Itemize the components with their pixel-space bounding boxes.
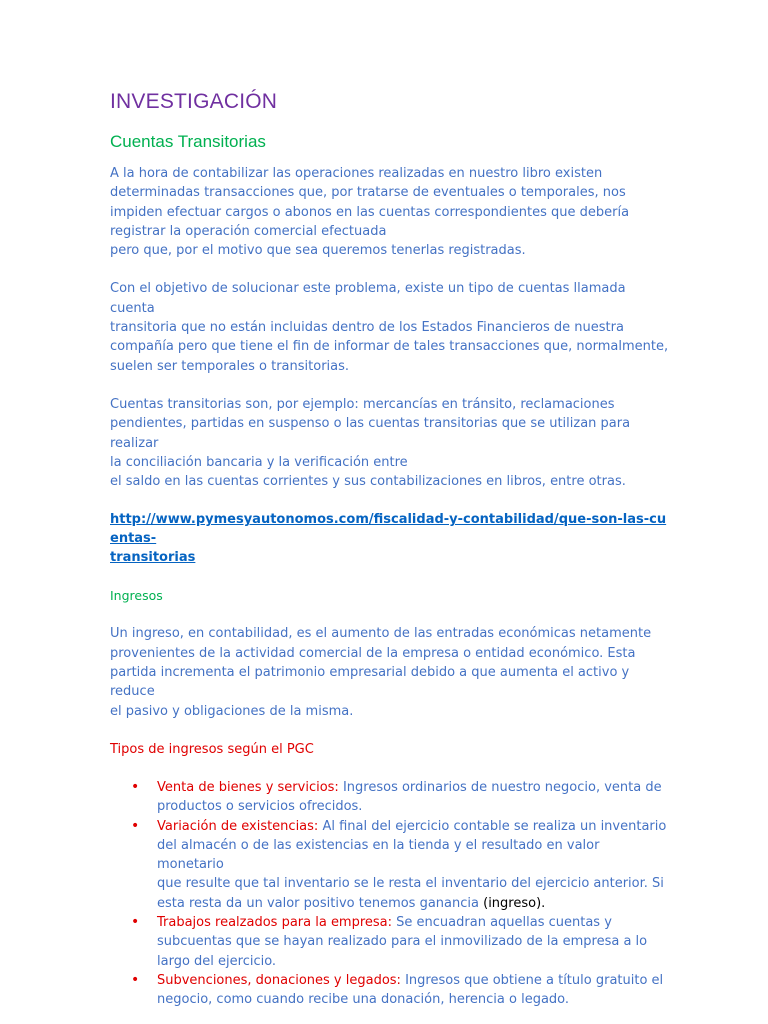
section-title-cuentas-transitorias: Cuentas Transitorias <box>110 132 266 151</box>
list-item-text: largo del ejercicio. <box>157 953 277 969</box>
paragraph-line: pero que, por el motivo que sea queremos tenerlas registradas. <box>110 243 526 259</box>
paragraph-line: provenientes de la actividad comercial de la empresa o entidad económico. Esta <box>110 645 636 661</box>
ingresos-types-list <box>110 778 670 1010</box>
paragraph-line: impiden efectuar cargos o abonos en las cuentas correspondientes que debería <box>110 204 630 220</box>
paragraph-line: registrar la operación comercial efectuada <box>110 223 387 239</box>
list-item-tail: (ingreso). <box>483 895 546 911</box>
paragraph-line: A la hora de contabilizar las operaciones realizadas en nuestro libro existen <box>110 166 603 181</box>
paragraph-line: partida incrementa el patrimonio empresarial debido a que aumenta el activo y reduce <box>110 665 630 700</box>
list-item <box>110 778 670 817</box>
list-item <box>110 913 670 971</box>
list-item-term: Subvenciones, donaciones y legados: <box>157 972 401 988</box>
source-link-line-1: http://www.pymesyautonomos.com/fiscalidad-y-contabilidad/que-son-las-cuentas- <box>110 512 667 547</box>
list-item-text: negocio, como cuando recibe una donación, herencia o legado. <box>157 992 570 1008</box>
list-item-text: esta resta da un valor positivo tenemos ganancia <box>157 895 484 911</box>
bullet-icon: • <box>131 914 140 931</box>
paragraph-ingresos <box>110 624 670 720</box>
paragraph-line: determinadas transacciones que, por tratarse de eventuales o temporales, nos <box>110 185 626 201</box>
document-title: INVESTIGACIÓN <box>110 90 278 113</box>
source-link-line-2: transitorias <box>110 550 196 566</box>
list-item-text: del almacén o de las existencias en la tienda y el resultado en valor monetario <box>157 837 600 873</box>
paragraph-line: pendientes, partidas en suspenso o las cuentas transitorias que se utilizan para realizar <box>110 416 631 451</box>
bullet-icon: • <box>131 817 140 834</box>
section-heading-ingresos: Ingresos <box>110 588 163 604</box>
list-item-term: Variación de existencias: <box>157 818 319 834</box>
list-item-term: Venta de bienes y servicios: <box>157 779 339 795</box>
list-item-text: Ingresos ordinarios de nuestro negocio, venta de <box>338 779 662 795</box>
list-item <box>110 971 670 1010</box>
paragraph-line: el saldo en las cuentas corrientes y sus contabilizaciones en libros, entre otras. <box>110 474 626 490</box>
paragraph-objective <box>110 279 670 375</box>
section-heading-tipos-ingresos: Tipos de ingresos según el PGC <box>110 741 314 757</box>
bullet-icon: • <box>131 778 140 795</box>
paragraph-line: la conciliación bancaria y la verificación entre <box>110 454 408 470</box>
source-link[interactable] <box>110 510 670 567</box>
list-item-term: Trabajos realzados para la empresa: <box>157 915 393 931</box>
paragraph-line: el pasivo y obligaciones de la misma. <box>110 703 354 719</box>
list-item <box>110 817 670 913</box>
list-item-text: productos o servicios ofrecidos. <box>157 799 363 815</box>
list-item-text: subcuentas que se hayan realizado para el inmovilizado de la empresa a lo <box>157 934 648 950</box>
list-item-text: Se encuadran aquellas cuentas y <box>392 915 612 931</box>
document-page <box>110 88 670 1010</box>
paragraph-line: suelen ser temporales o transitorias. <box>110 358 350 374</box>
paragraph-line: transitoria que no están incluidas dentro de los Estados Financieros de nuestra <box>110 320 624 336</box>
paragraph-examples <box>110 395 670 491</box>
paragraph-line: compañía pero que tiene el fin de informar de tales transacciones que, normalmente, <box>110 339 669 355</box>
list-item-text: Ingresos que obtiene a título gratuito el <box>400 972 664 988</box>
paragraph-line: Un ingreso, en contabilidad, es el aumento de las entradas económicas netamente <box>110 626 652 642</box>
list-item-text: que resulte que tal inventario se le resta el inventario del ejercicio anterior. Si <box>157 876 664 892</box>
paragraph-intro <box>110 164 670 260</box>
list-item-text: Al final del ejercicio contable se realiza un inventario <box>318 818 667 834</box>
paragraph-line: Con el objetivo de solucionar este problema, existe un tipo de cuentas llamada cuenta <box>110 281 626 316</box>
paragraph-line: Cuentas transitorias son, por ejemplo: mercancías en tránsito, reclamaciones <box>110 396 615 412</box>
bullet-icon: • <box>131 971 140 988</box>
